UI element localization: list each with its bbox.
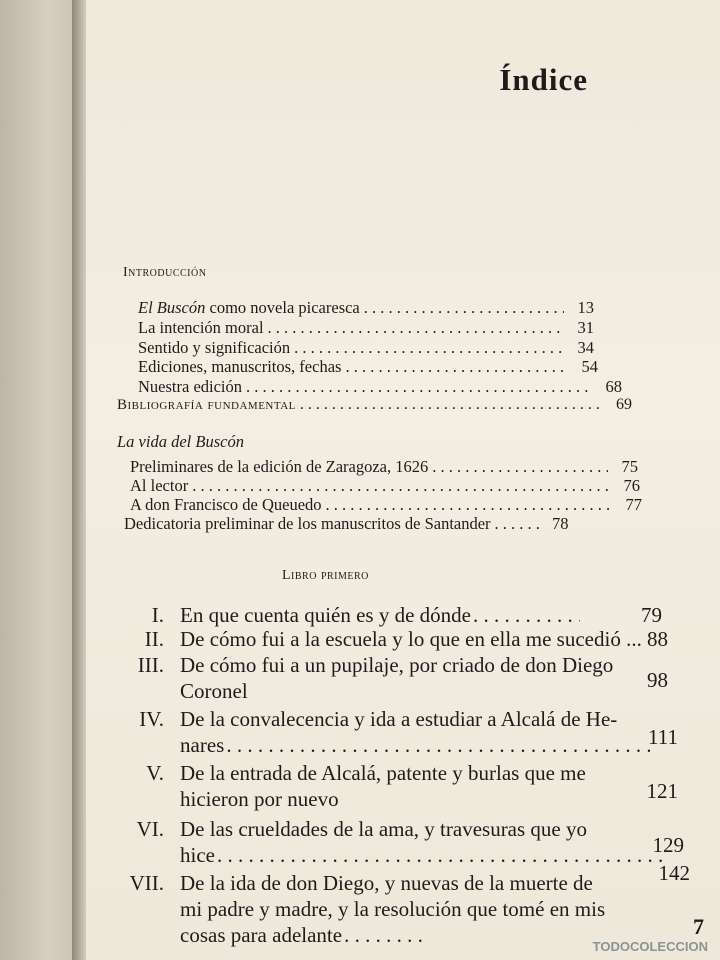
intro-entry: [138, 377, 622, 397]
chapter-title-line: De la ida de don Diego, y nuevas de la muerte de: [180, 871, 593, 895]
chapter-title-line: hicieron por nuevo: [180, 787, 339, 811]
chapter-number: VII.: [129, 871, 164, 895]
vida-entry-page: 75: [621, 457, 638, 476]
intro-entry-label: Nuestra edición: [138, 377, 243, 396]
dot-leader: [344, 922, 424, 948]
dot-leader: [495, 514, 539, 534]
chapter-page: 121: [646, 779, 678, 803]
intro-heading: Introducción: [123, 265, 207, 280]
bibliography-label: Bibliografía fundamental: [117, 397, 296, 413]
vida-heading: La vida del Buscón: [117, 432, 244, 451]
intro-entry-label: Sentido y significación: [138, 338, 291, 357]
chapter-page: 98: [647, 668, 668, 692]
vida-entry: [130, 495, 642, 515]
intro-entry: [138, 338, 594, 358]
vida-entry-page: 78: [552, 514, 569, 533]
dot-leader: [294, 338, 564, 358]
intro-entry-label: como novela picaresca: [205, 298, 360, 317]
vida-entry: [124, 514, 644, 534]
dot-leader: [246, 377, 592, 397]
intro-entry-label: Ediciones, manuscritos, fechas: [138, 357, 342, 376]
intro-entry-page: 54: [581, 357, 598, 376]
chapter-title-line: nares: [180, 733, 225, 757]
dot-leader: [326, 495, 612, 515]
intro-entry-page: 68: [605, 377, 622, 396]
chapter-number: II.: [144, 627, 164, 651]
bibliography-page: 69: [616, 396, 632, 413]
chapter-title-line: De la entrada de Alcalá, patente y burlas que me: [180, 761, 586, 785]
chapter-page: 142: [658, 861, 690, 885]
intro-entry: [138, 318, 594, 338]
chapter-number: IV.: [139, 707, 164, 731]
vida-entry-label: A don Francisco de Queuedo: [130, 495, 322, 514]
dot-leader: [364, 298, 564, 318]
chapter-title-line: De la convalecencia y ida a estudiar a Alcalá de He-: [180, 707, 618, 731]
dot-leader: [473, 602, 580, 628]
intro-entry-page: 31: [577, 318, 594, 337]
intro-entry: [138, 298, 594, 318]
chapter-title-line: mi padre y madre, y la resolución que tomé en mis: [180, 897, 606, 921]
vida-entry-label: Al lector: [130, 476, 189, 495]
intro-entry-italic: El Buscón: [138, 298, 206, 317]
vida-entry-page: 76: [623, 476, 640, 495]
dot-leader: [217, 842, 664, 868]
watermark-logo: TODOCOLECCION: [592, 939, 708, 954]
chapter-title-line: hice: [180, 843, 215, 867]
chapter-title-line: cosas para adelante: [180, 923, 343, 947]
page-title: Índice: [499, 62, 588, 97]
chapter-title-line: En que cuenta quién es y de dónde: [180, 603, 471, 627]
chapter-title-line: De cómo fui a un pupilaje, por criado de don Diego: [180, 653, 614, 677]
chapter-number: III.: [137, 653, 164, 677]
page-number: 7: [693, 914, 704, 939]
intro-entry-page: 34: [577, 338, 594, 357]
chapter-page: 129: [652, 833, 684, 857]
left-page-edge: [0, 0, 80, 960]
chapter-number: I.: [151, 603, 164, 627]
chapter-number: V.: [146, 761, 164, 785]
vida-entry-page: 77: [625, 495, 642, 514]
bibliography-entry: [117, 396, 632, 414]
intro-entry: [138, 357, 598, 377]
vida-entry-label: Dedicatoria preliminar de los manuscritos de Santander: [124, 514, 491, 533]
chapter-page: 111: [648, 725, 678, 749]
dot-leader: [268, 318, 564, 338]
vida-entry-label: Preliminares de la edición de Zaragoza, 1626: [130, 457, 429, 476]
vida-entry: [130, 476, 640, 496]
chapter-title-line: De las crueldades de la ama, y travesuras que yo: [180, 817, 587, 841]
chapter-page: 79: [641, 603, 662, 627]
dot-leader: [226, 732, 650, 758]
dot-leader: [300, 396, 602, 414]
dot-leader: [345, 357, 568, 377]
chapter-page: 88: [647, 627, 668, 651]
chapter-number: VI.: [136, 817, 164, 841]
chapter-title-line: De cómo fui a la escuela y lo que en ella me sucedió ...: [180, 627, 642, 651]
libro-heading: Libro primero: [282, 568, 369, 583]
chapter-title-line: Coronel: [180, 679, 248, 703]
intro-entry-page: 13: [577, 298, 594, 317]
dot-leader: [432, 457, 608, 477]
dot-leader: [192, 476, 610, 496]
intro-entry-label: La intención moral: [138, 318, 264, 337]
index-page: [86, 0, 720, 960]
vida-entry: [130, 457, 638, 477]
